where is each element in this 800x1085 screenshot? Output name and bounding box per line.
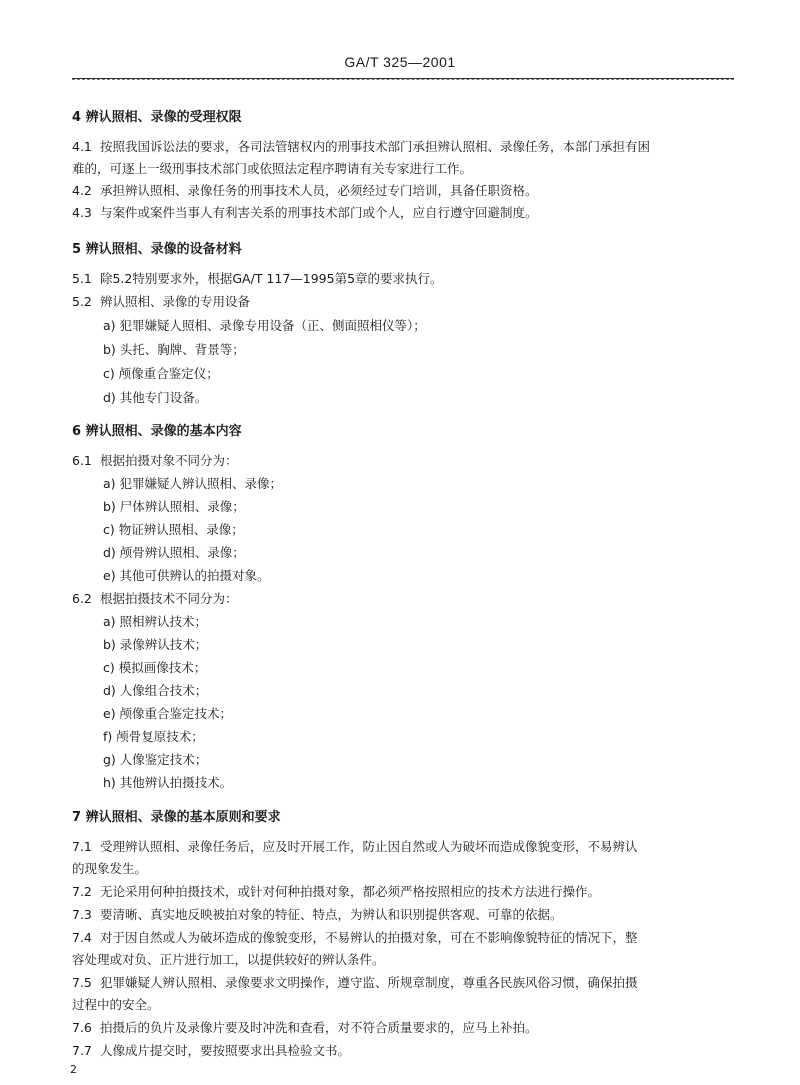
clause-4-1 (72, 139, 650, 155)
clause-7-4 (72, 930, 638, 946)
list-item: d) 人像组合技术； (103, 683, 208, 698)
list-item: c) 模拟画像技术； (103, 660, 207, 675)
clause-5-2 (72, 294, 250, 310)
clause-number: 5.1 (72, 271, 92, 286)
clause-number: 7.2 (72, 884, 92, 899)
clause-text: 犯罪嫌疑人辨认照相、录像要求文明操作，遵守监、所规章制度，尊重各民族风俗习惯，确保拍摄 (99, 975, 638, 990)
section-6-title: 6 辨认照相、录像的基本内容 (72, 424, 242, 439)
clause-4-2 (72, 183, 538, 199)
clause-number: 7.3 (72, 907, 92, 922)
clause-number: 4.2 (72, 183, 92, 198)
list-item: b) 录像辨认技术； (103, 637, 208, 652)
clause-text: 拍摄后的负片及录像片要及时冲洗和查看，对不符合质量要求的，应马上补拍。 (99, 1020, 538, 1035)
clause-7-7 (72, 1043, 350, 1059)
clause-number: 4.1 (72, 139, 92, 154)
list-item: b) 尸体辨认照相、录像； (103, 499, 245, 514)
clause-text: 按照我国诉讼法的要求，各司法管辖权内的刑事技术部门承担辨认照相、录像任务，本部门承担有困 (99, 139, 650, 154)
section-4-title: 4 辨认照相、录像的受理权限 (72, 110, 242, 125)
list-item: d) 其他专门设备。 (103, 390, 208, 405)
clause-7-4-cont: 容处理或对负、正片进行加工，以提供较好的辨认条件。 (72, 952, 385, 967)
list-item: e) 颅像重合鉴定技术； (103, 706, 233, 721)
header-rule-dashed (72, 79, 734, 80)
clause-text: 根据拍摄对象不同分为： (99, 453, 238, 468)
section-7-title: 7 辨认照相、录像的基本原则和要求 (72, 810, 281, 825)
clause-text: 与案件或案件当事人有利害关系的刑事技术部门或个人，应自行遵守回避制度。 (99, 205, 538, 220)
page-number: 2 (70, 1063, 77, 1076)
list-item: d) 颅骨辨认照相、录像； (103, 545, 245, 560)
list-item: f) 颅骨复原技术； (103, 729, 204, 744)
clause-4-1-cont: 难的，可逐上一级刑事技术部门或依照法定程序聘请有关专家进行工作。 (72, 161, 473, 176)
clause-number: 5.2 (72, 294, 92, 309)
clause-text: 受理辨认照相、录像任务后，应及时开展工作，防止因自然或人为破坏而造成像貌变形，不易辨认 (99, 839, 638, 854)
clause-text: 辨认照相、录像的专用设备 (99, 294, 250, 309)
list-item: b) 头托、胸牌、背景等； (103, 342, 245, 357)
list-item: e) 其他可供辨认的拍摄对象。 (103, 568, 270, 583)
clause-number: 7.1 (72, 839, 92, 854)
clause-7-5-cont: 过程中的安全。 (72, 997, 160, 1012)
list-item: h) 其他辨认拍摄技术。 (103, 775, 233, 790)
clause-text: 无论采用何种拍摄技术，或针对何种拍摄对象，都必须严格按照相应的技术方法进行操作。 (99, 884, 600, 899)
clause-text: 对于因自然或人为破坏造成的像貌变形，不易辨认的拍摄对象，可在不影响像貌特征的情况下，整 (99, 930, 638, 945)
clause-4-3 (72, 205, 538, 221)
list-item: a) 犯罪嫌疑人照相、录像专用设备（正、侧面照相仪等）； (103, 318, 426, 333)
clause-7-2 (72, 884, 600, 900)
clause-text: 承担辨认照相、录像任务的刑事技术人员，必须经过专门培训，具备任职资格。 (99, 183, 538, 198)
clause-text: 人像成片提交时，要按照要求出具检验文书。 (99, 1043, 350, 1058)
clause-6-2 (72, 591, 238, 607)
clause-text: 除5.2特别要求外，根据GA/T 117—1995第5章的要求执行。 (99, 271, 443, 286)
clause-number: 7.7 (72, 1043, 92, 1058)
clause-7-1 (72, 839, 638, 855)
clause-7-3 (72, 907, 563, 923)
list-item: g) 人像鉴定技术； (103, 752, 208, 767)
clause-text: 要清晰、真实地反映被拍对象的特征、特点，为辨认和识别提供客观、可靠的依据。 (99, 907, 563, 922)
clause-number: 7.6 (72, 1020, 92, 1035)
list-item: a) 犯罪嫌疑人辨认照相、录像； (103, 476, 283, 491)
clause-7-1-cont: 的现象发生。 (72, 861, 148, 876)
list-item: a) 照相辨认技术； (103, 614, 208, 629)
document-code-header: GA/T 325—2001 (344, 54, 456, 70)
clause-number: 7.5 (72, 975, 92, 990)
clause-number: 4.3 (72, 205, 92, 220)
clause-7-5 (72, 975, 638, 991)
clause-number: 7.4 (72, 930, 92, 945)
clause-5-1 (72, 271, 443, 287)
clause-number: 6.2 (72, 591, 92, 606)
section-5-title: 5 辨认照相、录像的设备材料 (72, 242, 242, 257)
clause-7-6 (72, 1020, 538, 1036)
clause-6-1 (72, 453, 238, 469)
list-item: c) 颅像重合鉴定仪； (103, 366, 219, 381)
clause-text: 根据拍摄技术不同分为： (99, 591, 238, 606)
list-item: c) 物证辨认照相、录像； (103, 522, 244, 537)
clause-number: 6.1 (72, 453, 92, 468)
